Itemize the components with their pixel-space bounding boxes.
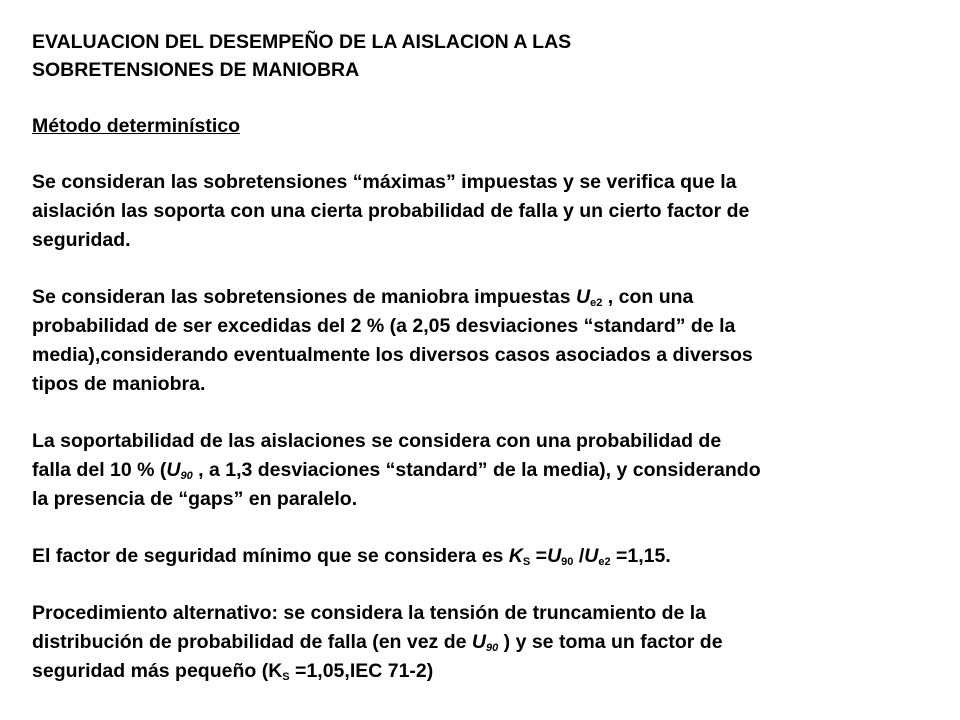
- paragraph-3-line-3: la presencia de “gaps” en paralelo.: [32, 488, 358, 510]
- paragraph-4-line-1: [32, 542, 937, 571]
- slide-text-body: [32, 28, 937, 686]
- paragraph-3-line-1: La soportabilidad de las aislaciones se considera con una probabilidad de: [32, 430, 722, 452]
- symbol-U: U: [471, 631, 486, 653]
- paragraph-4-text-b: =1,15.: [610, 545, 671, 567]
- paragraph-2-line-1: [32, 283, 937, 312]
- paragraph-2-text-a: Se consideran las sobretensiones de maniobra impuestas: [32, 286, 577, 308]
- symbol-U: U: [576, 286, 591, 308]
- paragraph-3: [32, 427, 937, 514]
- symbol-U: U: [547, 545, 562, 567]
- paragraph-5-text-b: ) y se toma un factor de: [498, 631, 723, 653]
- paragraph-1: [32, 168, 937, 255]
- paragraph-5-text-a: distribución de probabilidad de falla (en vez de: [32, 631, 472, 653]
- subscript-90: [180, 470, 192, 482]
- title-line-1: EVALUACION DEL DESEMPEÑO DE LA AISLACION A LAS: [32, 31, 572, 53]
- slide-title: [32, 28, 937, 84]
- subscript-90: [486, 642, 498, 654]
- subscript-e2: e2: [590, 297, 603, 309]
- paragraph-1-line-2: aislación las soporta con una cierta probabilidad de falla y un cierto factor de: [32, 200, 750, 222]
- paragraph-5-line-2: [32, 628, 937, 657]
- paragraph-2-line-3: media),considerando eventualmente los diversos casos asociados a diversos: [32, 344, 753, 366]
- paragraph-5-text-c: seguridad más pequeño (K: [32, 660, 283, 682]
- symbol-U: U: [584, 545, 599, 567]
- paragraph-3-line-2: [32, 456, 937, 485]
- paragraph-1-line-3: seguridad.: [32, 229, 131, 251]
- paragraph-2-line-4: tipos de maniobra.: [32, 373, 206, 395]
- paragraph-5-line-1: Procedimiento alternativo: se considera la tensión de truncamiento de la: [32, 602, 707, 624]
- paragraph-5-line-3: [32, 657, 937, 686]
- symbol-U: U: [166, 459, 181, 481]
- paragraph-4: [32, 542, 937, 571]
- paragraph-3-text-a: falla del 10 % (: [32, 459, 167, 481]
- paragraph-1-line-1: Se consideran las sobretensiones “máximas” impuestas y se verifica que la: [32, 171, 737, 193]
- paragraph-2: [32, 283, 937, 399]
- paragraph-3-text-b: , a 1,3 desviaciones “standard” de la media), y considerando: [192, 459, 761, 481]
- paragraph-2-text-b: , con una: [602, 286, 694, 308]
- subscript-90-text: 90: [486, 642, 499, 654]
- paragraph-5: [32, 599, 937, 686]
- paragraph-4-text-a: El factor de seguridad mínimo que se considera es: [32, 545, 509, 567]
- title-line-2: SOBRETENSIONES DE MANIOBRA: [32, 59, 360, 81]
- method-heading: Método determinístico: [32, 115, 241, 137]
- subscript-S: S: [522, 556, 531, 568]
- slash-sign: /: [573, 545, 585, 567]
- subscript-90: 90: [561, 556, 574, 568]
- subscript-e2: e2: [598, 556, 611, 568]
- equals-sign: =: [530, 545, 548, 567]
- subscript-90-text: 90: [180, 470, 193, 482]
- symbol-K: K: [508, 545, 523, 567]
- paragraph-2-line-2: probabilidad de ser excedidas del 2 % (a 2,05 desviaciones “standard” de la: [32, 315, 736, 337]
- paragraph-5-text-d: =1,05,IEC 71-2): [289, 660, 434, 682]
- subscript-S: S: [282, 671, 290, 683]
